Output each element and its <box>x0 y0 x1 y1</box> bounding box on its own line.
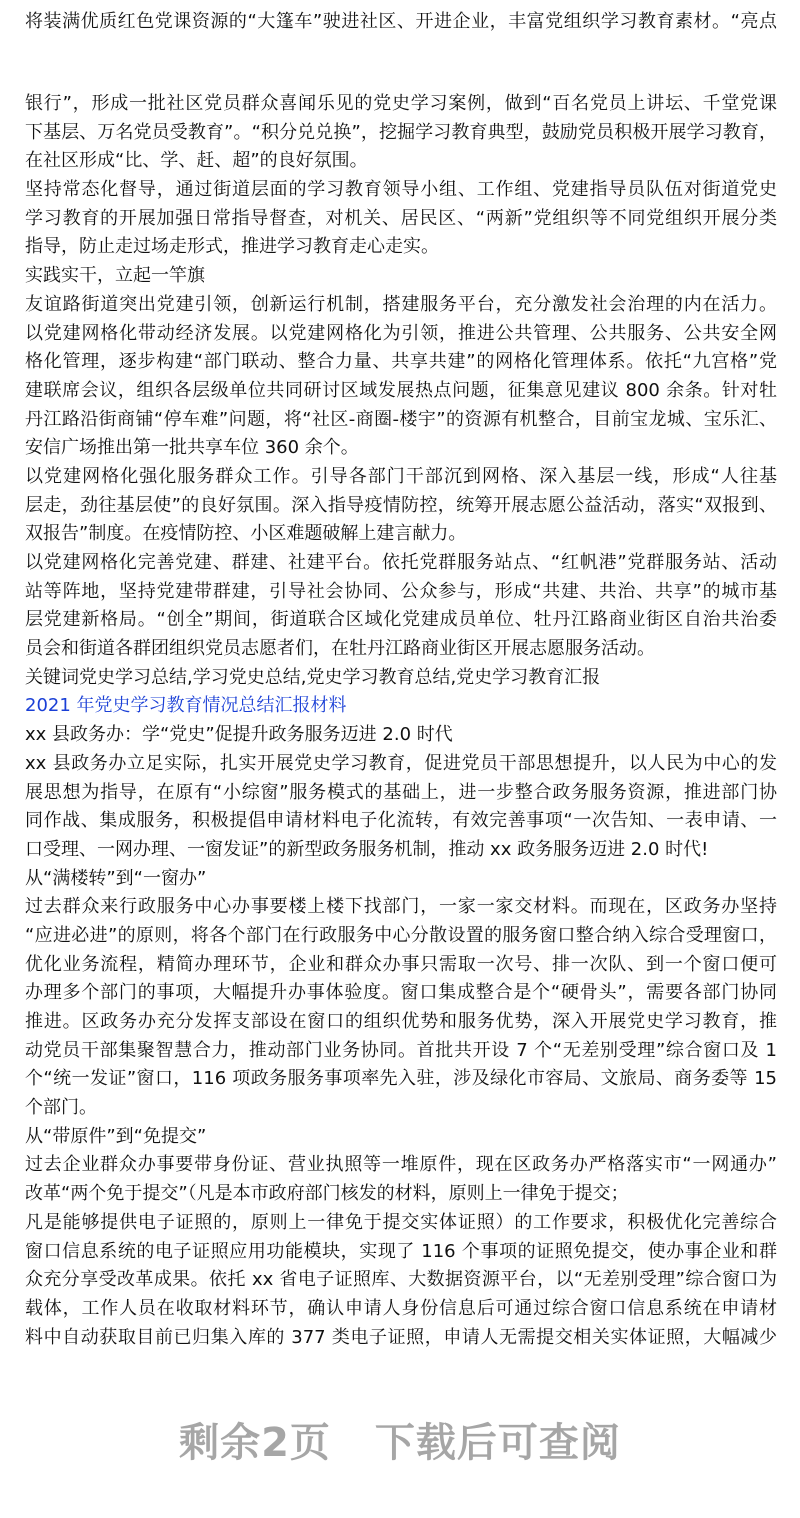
article-link[interactable]: 2021 年党史学习教育情况总结汇报材料 <box>25 695 347 717</box>
remaining-pages-label: 剩余2页 <box>179 1420 331 1466</box>
text-line: xx 县政务办：学“党史”促提升政务服务迈进 2.0 时代 <box>25 724 453 746</box>
text-line: 建联席会议，组织各层级单位共同研讨区域发展热点问题，征集意见建议 800 余条。针对牡 <box>25 379 777 401</box>
text-line: 下基层、万名党员受教育”。“积分兑兑换”，挖掘学习教育典型，鼓励党员积极开展学习教育， <box>25 121 777 143</box>
text-line: 窗口信息系统的电子证照应用功能模块，实现了 116 个事项的证照免提交，使办事企业和群 <box>25 1240 777 1262</box>
text-line: “应进必进”的原则，将各个部门在行政服务中心分散设置的服务窗口整合纳入综合受理窗口， <box>25 924 777 946</box>
text-line: 口受理、一网办理、一窗发证”的新型政务服务机制，推动 xx 政务服务迈进 2.0 时代! <box>25 838 709 860</box>
text-line: 在社区形成“比、学、赶、超”的良好氛围。 <box>25 150 368 172</box>
text-line: 办理多个部门的事项，大幅提升办事体验度。窗口集成整合是个“硬骨头”，需要各部门协同 <box>25 982 777 1004</box>
download-prompt[interactable] <box>0 1418 800 1468</box>
text-line: 坚持常态化督导，通过街道层面的学习教育领导小组、工作组、党建指导员队伍对街道党史 <box>25 179 777 201</box>
text-line: 丹江路沿街商铺“停车难”问题，将“社区-商圈-楼宇”的资源有机整合，目前宝龙城、宝乐汇、 <box>25 408 777 430</box>
text-line: 从“满楼转”到“一窗办” <box>25 867 207 889</box>
text-line: 学习教育的开展加强日常指导督查，对机关、居民区、“两新”党组织等不同党组织开展分类 <box>25 207 777 229</box>
text-line: 双报告”制度。在疫情防控、小区难题破解上建言献力。 <box>25 523 467 545</box>
text-line: 友谊路街道突出党建引领，创新运行机制，搭建服务平台，充分激发社会治理的内在活力。 <box>25 293 777 315</box>
text-line: 众充分享受改革成果。依托 xx 省电子证照库、大数据资源平台，以“无差别受理”综合窗口为 <box>25 1269 777 1291</box>
text-line: 以党建网格化带动经济发展。以党建网格化为引领，推进公共管理、公共服务、公共安全网 <box>25 322 777 344</box>
text-line: 层党建新格局。“创全”期间，街道联合区域化党建成员单位、牡丹江路商业街区自治共治委 <box>25 609 777 631</box>
text-line: 推进。区政务办充分发挥支部设在窗口的组织优势和服务优势，深入开展党史学习教育，推 <box>25 1011 777 1032</box>
text-line: 优化业务流程，精简办理环节，企业和群众办事只需取一次号、排一次队、到一个窗口便可 <box>25 953 777 975</box>
text-line: 从“带原件”到“免提交” <box>25 1125 207 1147</box>
text-line: 站等阵地，坚持党建带群建，引导社会协同、公众参与，形成“共建、共治、共享”的城市基 <box>25 580 777 602</box>
text-line: 将装满优质红色党课资源的“大篷车”驶进社区、开进企业，丰富党组织学习教育素材。“亮点 <box>25 11 777 32</box>
text-line: 关键词党史学习总结,学习党史总结,党史学习教育总结,党史学习教育汇报 <box>25 666 601 688</box>
text-line: 指导，防止走过场走形式，推进学习教育走心走实。 <box>25 236 439 258</box>
text-line: 银行”，形成一批社区党员群众喜闻乐见的党史学习案例，做到“百名党员上讲坛、千堂党课 <box>25 93 777 114</box>
text-line: 实践实干，立起一竿旗 <box>25 265 205 287</box>
text-line: 过去群众来行政服务中心办事要楼上楼下找部门，一家一家交材料。而现在，区政务办坚持 <box>25 896 777 918</box>
document-body <box>25 90 777 1352</box>
text-line: 展思想为指导，在原有“小综窗”服务模式的基础上，进一步整合政务服务资源，推进部门协 <box>25 781 777 803</box>
text-line: 安信广场推出第一批共享车位 360 余个。 <box>25 437 359 459</box>
text-line: 格化管理，逐步构建“部门联动、整合力量、共享共建”的网格化管理体系。依托“九宫格”党 <box>25 351 777 373</box>
download-to-view-label[interactable]: 下载后可查阅 <box>374 1420 621 1466</box>
text-line: 员会和街道各群团组织党员志愿者们，在牡丹江路商业街区开展志愿服务活动。 <box>25 638 655 660</box>
text-line: 动党员干部集聚智慧合力，推动部门业务协同。首批共开设 7 个“无差别受理”综合窗口及 1 <box>25 1039 777 1061</box>
top-fragment <box>25 8 777 37</box>
text-line: 以党建网格化完善党建、群建、社建平台。依托党群服务站点、“红帆港”党群服务站、活动 <box>25 552 777 573</box>
text-line: 个“统一发证”窗口，116 项政务服务事项率先入驻，涉及绿化市容局、文旅局、商务委等 15 <box>25 1068 777 1090</box>
text-line: 改革“两个免于提交”（凡是本市政府部门核发的材料，原则上一律免于提交； <box>25 1183 629 1205</box>
text-line: 料中自动获取目前已归集入库的 377 类电子证照，申请人无需提交相关实体证照，大幅减少 <box>25 1326 777 1348</box>
text-line: 载体，工作人员在收取材料环节，确认申请人身份信息后可通过综合窗口信息系统在申请材 <box>25 1297 777 1319</box>
text-line: 过去企业群众办事要带身份证、营业执照等一堆原件，现在区政务办严格落实市“一网通办” <box>25 1154 777 1176</box>
text-line: 个部门。 <box>25 1097 97 1119</box>
text-line: 凡是能够提供电子证照的，原则上一律免于提交实体证照）的工作要求，积极优化完善综合 <box>25 1211 777 1233</box>
text-line: 以党建网格化强化服务群众工作。引导各部门干部沉到网格、深入基层一线，形成“人往基 <box>25 465 777 487</box>
text-line: 层走，劲往基层使”的良好氛围。深入指导疫情防控，统筹开展志愿公益活动，落实“双报到、 <box>25 494 777 516</box>
text-line: 同作战、集成服务，积极提倡申请材料电子化流转，有效完善事项“一次告知、一表申请、一 <box>25 810 777 832</box>
text-line: xx 县政务办立足实际，扎实开展党史学习教育，促进党员干部思想提升，以人民为中心的发 <box>25 752 777 774</box>
